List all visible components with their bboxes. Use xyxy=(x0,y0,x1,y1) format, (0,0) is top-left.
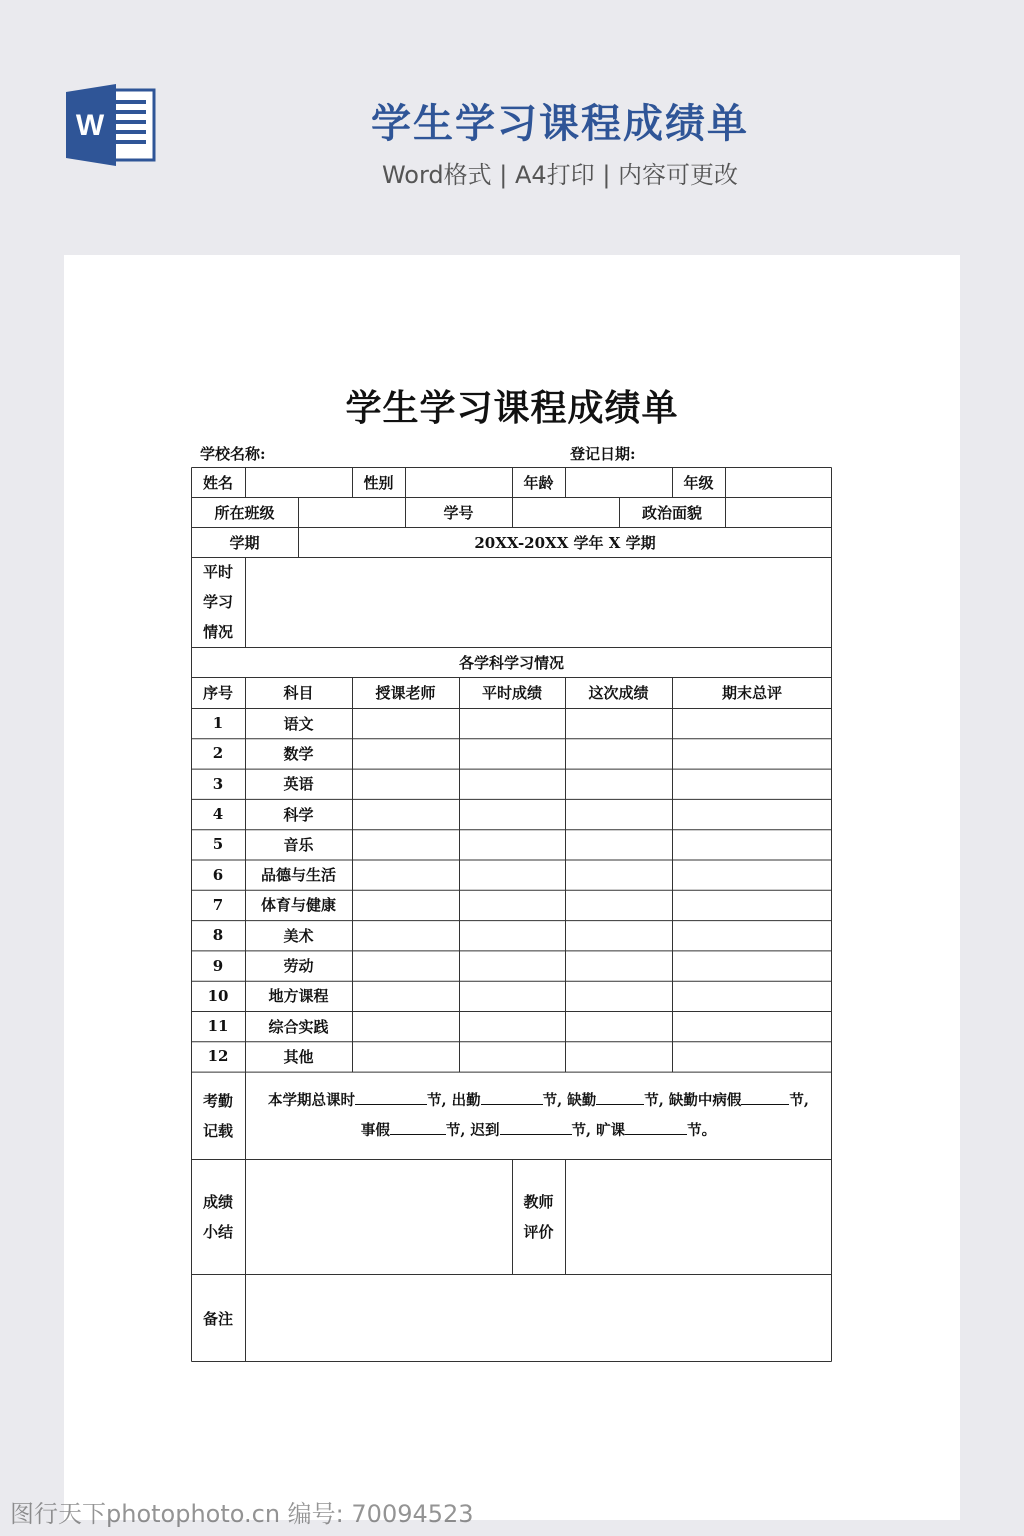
attendance-unit-6: 节 xyxy=(571,1121,586,1139)
attendance-sick: , 缺勤中病假 xyxy=(658,1091,742,1109)
attendance-unit-7: 节。 xyxy=(687,1121,717,1139)
attendance-unit-4: 节, xyxy=(789,1091,809,1109)
teacher-comment-label xyxy=(512,1159,565,1274)
daily-study-label-1: 平时 xyxy=(202,563,233,581)
col-daily-score: 平时成绩 xyxy=(481,684,542,702)
attendance-unit-2: 节 xyxy=(542,1091,558,1109)
final-cell[interactable] xyxy=(672,981,832,1011)
col-subject: 科目 xyxy=(283,684,314,702)
row-subject: 体育与健康 xyxy=(260,896,336,915)
attendance-present: , 出勤 xyxy=(441,1091,481,1109)
attendance-truant: , 旷课 xyxy=(586,1121,626,1139)
attendance-line-1 xyxy=(268,1086,809,1116)
row-number: 5 xyxy=(212,835,224,854)
final-cell[interactable] xyxy=(672,1011,832,1041)
subjects-header: 各学科学习情况 xyxy=(458,653,564,672)
daily-score-cell[interactable] xyxy=(459,708,565,738)
grade-field[interactable] xyxy=(725,467,832,497)
row-number: 10 xyxy=(207,986,229,1005)
summary-label xyxy=(191,1159,245,1274)
row-subject: 地方课程 xyxy=(268,987,329,1006)
register-date-label: 登记日期: xyxy=(570,445,636,463)
daily-study-label-3: 情况 xyxy=(202,623,233,641)
final-cell[interactable] xyxy=(672,738,832,768)
this-score-cell[interactable] xyxy=(565,950,672,980)
row-number: 9 xyxy=(212,956,224,975)
teacher-cell[interactable] xyxy=(352,1011,459,1041)
gender-label: 性别 xyxy=(363,473,394,492)
summary-label-1: 成绩 xyxy=(202,1192,233,1211)
daily-score-cell[interactable] xyxy=(459,1011,565,1041)
document-title: 学生学习课程成绩单 xyxy=(345,387,679,429)
daily-score-cell[interactable] xyxy=(459,890,565,920)
teacher-comment-field[interactable] xyxy=(565,1159,832,1274)
attendance-record[interactable] xyxy=(245,1072,832,1159)
attendance-unit-3: 节 xyxy=(644,1091,659,1109)
daily-study-label xyxy=(191,557,245,647)
final-cell[interactable] xyxy=(672,920,832,950)
summary-label-2: 小结 xyxy=(202,1222,233,1241)
header-subtitle: Word格式 | A4打印 | 内容可更改 xyxy=(381,161,739,189)
row-number: 1 xyxy=(212,714,224,733)
col-this-score: 这次成绩 xyxy=(588,684,649,702)
row-number: 12 xyxy=(207,1047,229,1066)
daily-score-cell[interactable] xyxy=(459,860,565,890)
this-score-cell[interactable] xyxy=(565,708,672,738)
teacher-cell[interactable] xyxy=(352,799,459,829)
class-label: 所在班级 xyxy=(214,503,275,522)
teacher-cell[interactable] xyxy=(352,829,459,859)
daily-score-cell[interactable] xyxy=(459,1041,565,1071)
row-subject: 综合实践 xyxy=(268,1017,329,1036)
final-cell[interactable] xyxy=(672,860,832,890)
word-icon xyxy=(64,82,156,168)
teacher-cell[interactable] xyxy=(352,769,459,799)
remarks-field[interactable] xyxy=(245,1274,832,1362)
attendance-total: 本学期总课时 xyxy=(268,1091,356,1109)
row-subject: 其他 xyxy=(283,1047,314,1066)
row-number: 8 xyxy=(212,926,224,945)
row-subject: 音乐 xyxy=(283,835,314,854)
final-cell[interactable] xyxy=(672,1041,832,1071)
col-no: 序号 xyxy=(202,684,233,702)
daily-score-cell[interactable] xyxy=(459,738,565,768)
attendance-label xyxy=(191,1072,245,1159)
teacher-cell[interactable] xyxy=(352,920,459,950)
attendance-late: , 迟到 xyxy=(460,1121,500,1139)
this-score-cell[interactable] xyxy=(565,981,672,1011)
teacher-comment-label-1: 教师 xyxy=(523,1192,554,1211)
daily-score-cell[interactable] xyxy=(459,950,565,980)
attendance-label-1: 考勤 xyxy=(202,1091,233,1110)
col-teacher: 授课老师 xyxy=(375,684,436,702)
class-field[interactable] xyxy=(298,497,405,527)
final-cell[interactable] xyxy=(672,769,832,799)
teacher-cell[interactable] xyxy=(352,860,459,890)
political-status-label: 政治面貌 xyxy=(641,503,702,522)
teacher-cell[interactable] xyxy=(352,950,459,980)
daily-score-cell[interactable] xyxy=(459,799,565,829)
attendance-label-2: 记载 xyxy=(202,1121,233,1140)
row-number: 7 xyxy=(212,895,224,914)
daily-score-cell[interactable] xyxy=(459,920,565,950)
row-subject: 美术 xyxy=(283,926,314,945)
term-label: 学期 xyxy=(229,533,260,552)
political-status-field[interactable] xyxy=(725,497,832,527)
row-subject: 科学 xyxy=(283,805,314,824)
school-name-label: 学校名称: xyxy=(200,445,266,463)
row-subject: 劳动 xyxy=(283,957,314,976)
this-score-cell[interactable] xyxy=(565,799,672,829)
attendance-unit-1: 节 xyxy=(427,1091,442,1109)
row-subject: 品德与生活 xyxy=(260,866,336,885)
teacher-cell[interactable] xyxy=(352,738,459,768)
teacher-cell[interactable] xyxy=(352,708,459,738)
name-label: 姓名 xyxy=(202,473,233,492)
this-score-cell[interactable] xyxy=(565,1011,672,1041)
row-number: 4 xyxy=(212,805,224,824)
this-score-cell[interactable] xyxy=(565,829,672,859)
name-field[interactable] xyxy=(245,467,352,497)
row-subject: 数学 xyxy=(283,744,314,763)
row-subject: 英语 xyxy=(283,775,314,794)
header-title: 学生学习课程成绩单 xyxy=(371,101,749,147)
final-cell[interactable] xyxy=(672,708,832,738)
this-score-cell[interactable] xyxy=(565,1041,672,1071)
row-number: 11 xyxy=(207,1017,229,1036)
word-letter: W xyxy=(75,109,105,142)
final-cell[interactable] xyxy=(672,829,832,859)
teacher-cell[interactable] xyxy=(352,1041,459,1071)
age-field[interactable] xyxy=(565,467,672,497)
grade-form xyxy=(191,467,832,1362)
teacher-cell[interactable] xyxy=(352,890,459,920)
this-score-cell[interactable] xyxy=(565,769,672,799)
summary-field[interactable] xyxy=(245,1159,512,1274)
final-cell[interactable] xyxy=(672,890,832,920)
daily-score-cell[interactable] xyxy=(459,769,565,799)
grade-label: 年级 xyxy=(683,473,714,492)
row-number: 3 xyxy=(212,774,224,793)
daily-score-cell[interactable] xyxy=(459,829,565,859)
daily-score-cell[interactable] xyxy=(459,981,565,1011)
row-subject: 语文 xyxy=(283,714,314,733)
this-score-cell[interactable] xyxy=(565,890,672,920)
header xyxy=(0,0,1024,250)
final-cell[interactable] xyxy=(672,799,832,829)
age-label: 年龄 xyxy=(523,473,554,492)
attendance-line-2 xyxy=(361,1116,716,1146)
gender-field[interactable] xyxy=(405,467,512,497)
daily-study-field[interactable] xyxy=(245,557,832,647)
daily-study-label-2: 学习 xyxy=(202,593,233,611)
this-score-cell[interactable] xyxy=(565,860,672,890)
student-id-field[interactable] xyxy=(512,497,619,527)
row-number: 2 xyxy=(212,744,224,763)
term-value: 20XX-20XX 学年 X 学期 xyxy=(474,533,656,552)
attendance-absent: , 缺勤 xyxy=(557,1091,597,1109)
attendance-unit-5: 节 xyxy=(445,1121,461,1139)
col-final: 期末总评 xyxy=(721,684,782,702)
row-number: 6 xyxy=(212,865,224,884)
student-id-label: 学号 xyxy=(443,503,474,522)
teacher-cell[interactable] xyxy=(352,981,459,1011)
teacher-comment-label-2: 评价 xyxy=(523,1222,554,1241)
this-score-cell[interactable] xyxy=(565,920,672,950)
remarks-label: 备注 xyxy=(202,1309,233,1328)
final-cell[interactable] xyxy=(672,950,832,980)
this-score-cell[interactable] xyxy=(565,738,672,768)
watermark: 图行天下photophoto.cn 编号: 70094523 xyxy=(10,1500,474,1528)
attendance-personal: 事假 xyxy=(360,1121,390,1139)
